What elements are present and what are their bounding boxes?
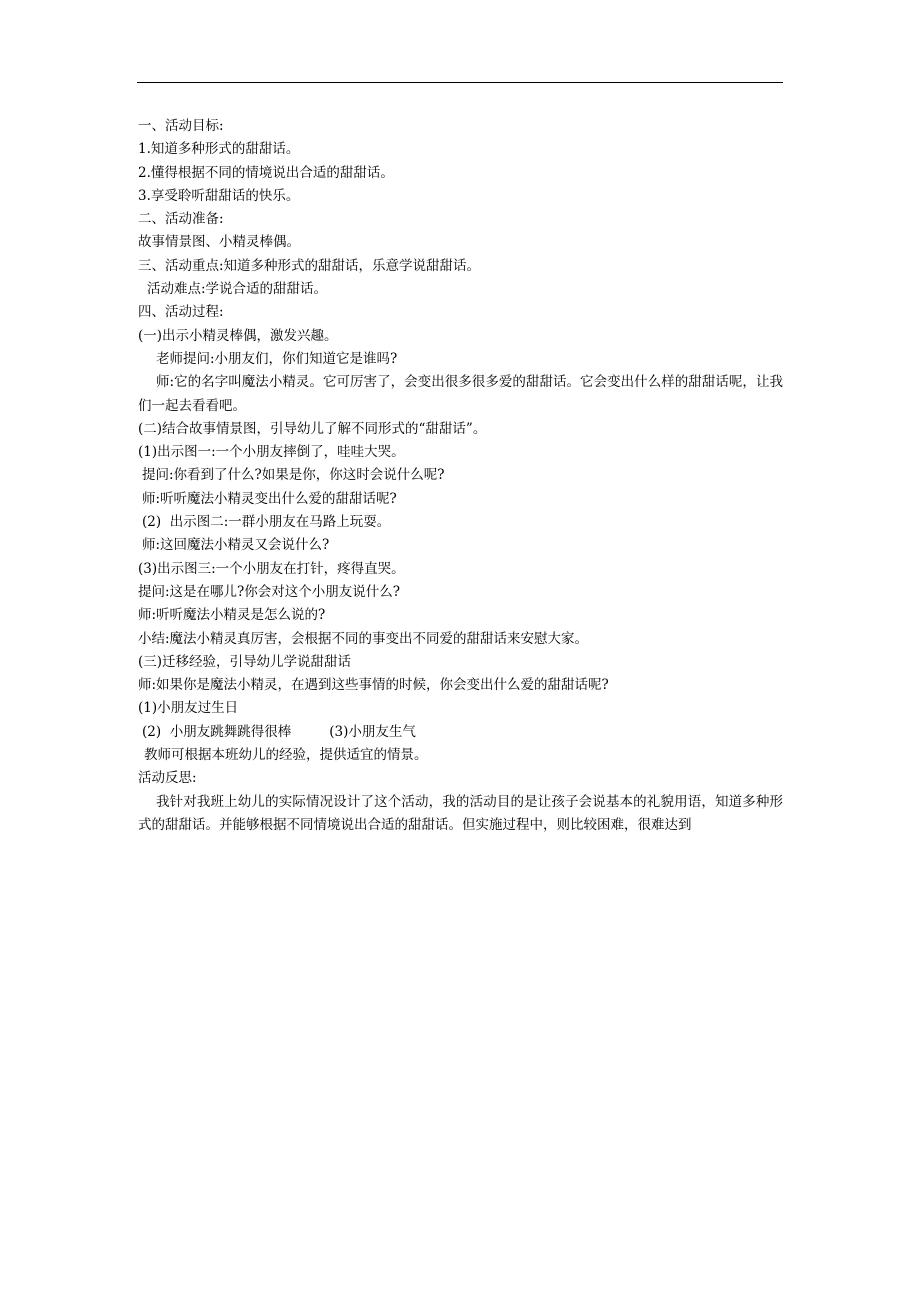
step-teacher-text: 师:它的名字叫魔法小精灵。它可厉害了，会变出很多很多爱的甜甜话。它会变出什么样的甜甜话呢，让我们一起去看看吧。 (138, 374, 783, 414)
picture-teacher-text: 师:这回魔法小精灵又会说什么? (142, 537, 330, 554)
teacher-note: 教师可根据本班幼儿的经验，提供适宜的情景。 (144, 747, 428, 764)
case-item: (3)小朋友生气 (329, 723, 416, 740)
picture-item: (1)出示图一:一个小朋友摔倒了，哇哇大哭。 (138, 444, 405, 461)
step-title: (二)结合故事情景图，引导幼儿了解不同形式的“甜甜话”。 (138, 420, 487, 437)
step-title: (三)迁移经验，引导幼儿学说甜甜话 (138, 653, 352, 670)
picture-question: 提问:你看到了什么?如果是你，你这时会说什么呢? (142, 467, 445, 484)
picture-item: (2) 出示图二:一群小朋友在马路上玩耍。 (142, 514, 391, 531)
goal-item: 2.懂得根据不同的情境说出合适的甜甜话。 (138, 164, 394, 181)
reflection-text: 我针对我班上幼儿的实际情况设计了这个活动，我的活动目的是让孩子会说基本的礼貌用语，知道多种形式的甜甜话。并能够根据不同情境说出合适的甜甜话。但实施过程中，则比较困难，很难达到 (138, 793, 783, 833)
picture-teacher-text: 师:听听魔法小精灵变出什么爱的甜甜话呢? (142, 490, 397, 507)
step-teacher-text: 师:如果你是魔法小精灵，在遇到这些事情的时候，你会变出什么爱的甜甜话呢? (138, 677, 609, 694)
goal-item: 3.享受聆听甜甜话的快乐。 (138, 187, 300, 204)
picture-question: 提问:这是在哪儿?你会对这个小朋友说什么? (138, 583, 401, 600)
picture-teacher-text: 师:听听魔法小精灵是怎么说的? (138, 607, 326, 624)
focus-text: 三、活动重点:知道多种形式的甜甜话，乐意学说甜甜话。 (138, 257, 481, 274)
step-title: (一)出示小精灵棒偶，激发兴趣。 (138, 327, 338, 344)
case-item: (1)小朋友过生日 (138, 700, 239, 717)
prep-text: 故事情景图、小精灵棒偶。 (138, 234, 300, 251)
goal-item: 1.知道多种形式的甜甜话。 (138, 141, 300, 158)
reflection-heading: 活动反思: (138, 770, 197, 787)
difficulty-text: 活动难点:学说合适的甜甜话。 (147, 281, 328, 298)
header-rule (137, 82, 783, 83)
goals-heading: 一、活动目标: (138, 118, 224, 134)
case-item: (2) 小朋友跳舞跳得很棒 (142, 723, 292, 740)
process-heading: 四、活动过程: (138, 304, 224, 321)
summary-text: 小结:魔法小精灵真厉害，会根据不同的事变出不同爱的甜甜话来安慰大家。 (138, 630, 589, 647)
case-row (138, 721, 783, 744)
picture-item: (3)出示图三:一个小朋友在打针，疼得直哭。 (138, 560, 405, 577)
document-body (138, 115, 783, 837)
step-question: 老师提问:小朋友们，你们知道它是谁吗? (156, 350, 398, 367)
prep-heading: 二、活动准备: (138, 211, 224, 228)
